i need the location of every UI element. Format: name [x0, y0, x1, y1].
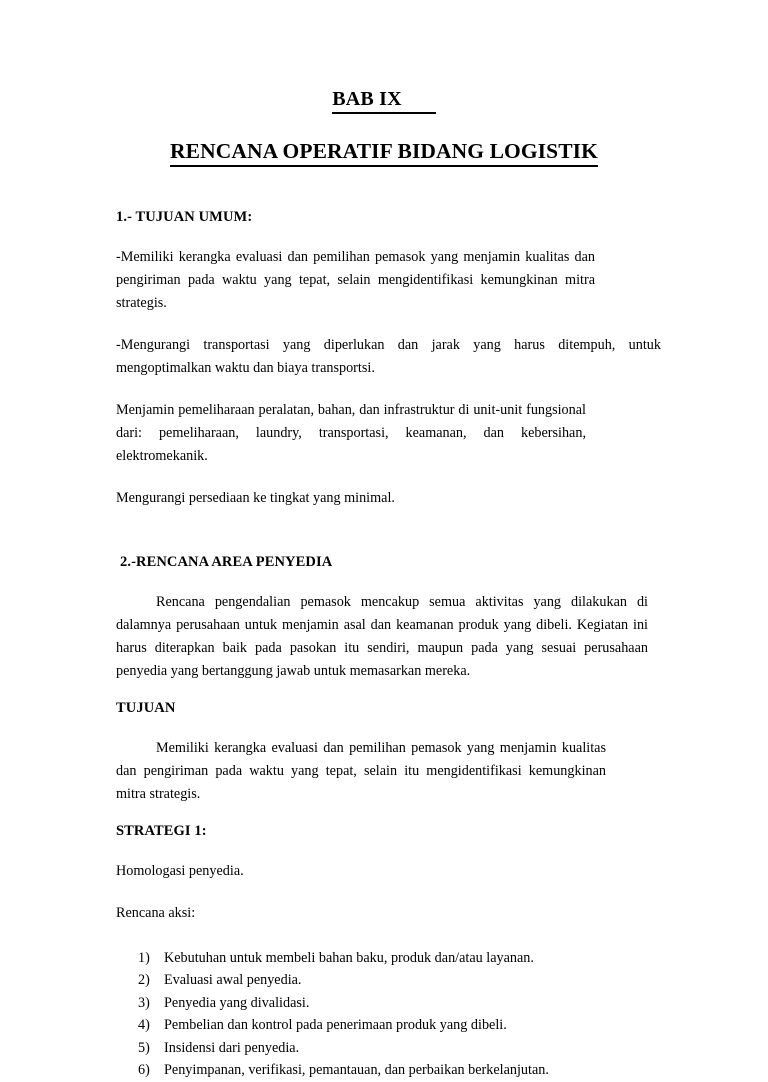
section-1-paragraph-1: -Memiliki kerangka evaluasi dan pemilihan pemasok yang menjamin kualitas dan pengiriman pada waktu yang tepat, selain mengidentifikasi kemungkinan mitra strategis. [116, 249, 595, 311]
list-item [138, 1014, 768, 1036]
chapter-label: BAB IX [332, 88, 436, 114]
section-1-heading: 1.- TUJUAN UMUM: [116, 209, 253, 225]
tujuan-text: Memiliki kerangka evaluasi dan pemilihan pemasok yang menjamin kualitas dan pengiriman pada waktu yang tepat, selain itu mengidentifikasi kemungkinan mitra strategis. [116, 740, 606, 802]
list-item-label: Pembelian dan kontrol pada penerimaan produk yang dibeli. [164, 1017, 507, 1034]
list-item-number: 5) [138, 1039, 150, 1056]
list-item-label: Insidensi dari penyedia. [164, 1039, 300, 1056]
tujuan-paragraph [116, 737, 606, 806]
section-1-paragraph-4: Mengurangi persediaan ke tingkat yang minimal. [116, 490, 395, 506]
list-item [138, 992, 768, 1014]
section-2-heading: 2.-RENCANA AREA PENYEDIA [120, 554, 333, 570]
action-plan-list [116, 947, 768, 1082]
list-item [138, 969, 768, 991]
strategi-text: Homologasi penyedia. [116, 863, 244, 879]
strategi-heading: STRATEGI 1: [116, 823, 207, 839]
list-item [138, 947, 768, 969]
page-title: RENCANA OPERATIF BIDANG LOGISTIK [170, 139, 598, 167]
list-item [138, 1059, 768, 1081]
section-1-paragraph-3: Menjamin pemeliharaan peralatan, bahan, dan infrastruktur di unit-unit fungsional dari: pemeliharaan, laundry, transportasi, keamanan, dan kebersihan, elektromekanik. [116, 402, 586, 464]
action-plan-label: Rencana aksi: [116, 905, 196, 921]
section-2-lead-paragraph [116, 591, 648, 683]
list-item-label: Kebutuhan untuk membeli bahan baku, produk dan/atau layanan. [164, 950, 534, 966]
list-item-number: 3) [138, 994, 150, 1011]
list-item-number: 6) [138, 1062, 150, 1079]
tujuan-heading: TUJUAN [116, 700, 176, 716]
list-item-label: Penyimpanan, verifikasi, pemantauan, dan perbaikan berkelanjutan. [164, 1062, 549, 1079]
list-item-number: 2) [138, 972, 150, 989]
list-item-label: Evaluasi awal penyedia. [164, 972, 302, 989]
section-2-lead-text: Rencana pengendalian pemasok mencakup semua aktivitas yang dilakukan di dalamnya perusahaan untuk menjamin asal dan keamanan produk yang dibeli. Kegiatan ini harus diterapkan baik pada pasokan itu sendiri, maupun pada yang sesuai perusahaan penyedia yang bertanggung jawab untuk memasarkan mereka. [116, 594, 648, 679]
list-item-label: Penyedia yang divalidasi. [164, 994, 310, 1011]
section-1-paragraph-2: -Mengurangi transportasi yang diperlukan dan jarak yang harus ditempuh, untuk mengoptimalkan waktu dan biaya transportsi. [116, 337, 661, 376]
document-title-wrapper [0, 139, 768, 167]
document-body [116, 209, 768, 1082]
list-item [138, 1037, 768, 1059]
document-header [0, 0, 768, 167]
list-item-number: 4) [138, 1017, 150, 1034]
list-item-number: 1) [138, 950, 150, 966]
